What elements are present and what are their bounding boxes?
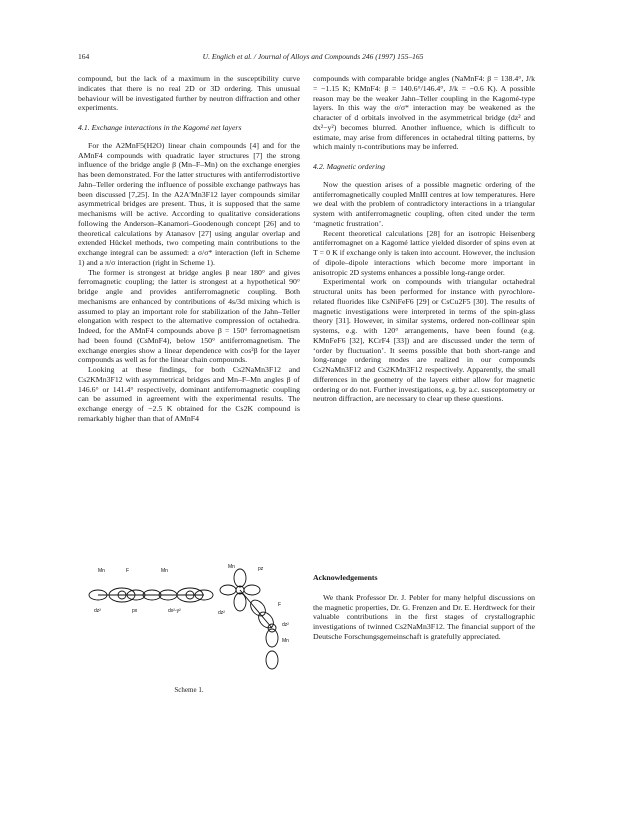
mn-label-2: Mn <box>161 568 168 574</box>
section-heading-4-1: 4.1. Exchange interactions in the Kagomé net layers <box>78 123 242 132</box>
paragraph: Recent theoretical calculations [28] for an isotropic Heisenberg antiferromagnet on a Kagomé lattice yielded disorder of spins even at T = 0 K if exchange only is taken into account. However, the inclusion of dipole–dipole interactions which become more important in anisotropic 2D systems enhances a possible long-range order. <box>313 228 535 277</box>
mn-label-4: Mn <box>282 638 289 644</box>
left-column <box>78 74 300 424</box>
paragraph: compounds with comparable bridge angles (NaMnF4: β = 138.4°, J/k = −1.15 K; KMnF4: β = 140.6°/146.4°, J/k = −0.6 K). A possible reason may be the weaker Jahn–Teller coupling in the Kagomé-type layers. In this way the σ/σ* interaction may be weakened as the character of d orbitals involved in the asymmetrical bridge (dz² and dx²−y²) becomes blurred. Another influence, which is difficult to estimate, may arise from differences in octahedral tilting patterns, by which mainly π-contributions may be inferred. <box>313 74 535 152</box>
dz2-label-3: dz² <box>282 622 289 628</box>
dz2-label-2: dz² <box>218 610 225 616</box>
mn-label-3: Mn <box>228 564 235 570</box>
paragraph: For the A2MnF5(H2O) linear chain compounds [4] and for the AMnF4 compounds with quadratic layer structures [7] the strong influence of the bridge angle β (Mn–F–Mn) on the exchange energies has been demonstrated. For the latter structures with antiferrodistortive Jahn–Teller ordering the influence of possible exchange pathways has been discussed [7,25]. In the A2A′Mn3F12 layer compounds similar asymmetrical bridges are present. Thus, it is supposed that the same mechanisms will be active. According to qualitative considerations following the Anderson–Kanamori–Goodenough concept [26] and to theoretical calculations by Atanasov [27] using angular overlap and extended Hückel methods, two competing main contributions to the exchange integral can be assumed: a σ/σ* interaction (left in Scheme 1) and a π/σ interaction (right in Scheme 1). <box>78 140 300 267</box>
section-heading-4-2: 4.2. Magnetic ordering <box>313 162 386 171</box>
paragraph: compound, but the lack of a maximum in the susceptibility curve indicates that there is no real 2D or 3D ordering. This unusual behaviour will be investigated further by neutron diffraction and other experiments. <box>78 74 300 113</box>
paragraph: Now the question arises of a possible magnetic ordering of the antiferromagnetically coupled MnIII centres at low temperatures. Here we deal with the problem of contradictory interactions in a triangular system with antiferromagnetic coupling, often cited under the term ‘magnetic frustration’. <box>313 179 535 228</box>
sigma-interaction-diagram <box>89 588 213 602</box>
right-column <box>313 74 535 404</box>
acknowledgements-text: We thank Professor Dr. J. Pebler for many helpful discussions on the magnetic properties, Dr. G. Frenzen and Dr. E. Herdtweck for their valuable contributions in the first stages of crystallographic investigations of twinned Cs2NaMn3F12. The financial support of the Deutsche Forschungsgemeinschaft is gratefully appreciated. <box>313 592 535 641</box>
f-label-2: F <box>278 602 282 608</box>
page-number: 164 <box>78 52 90 61</box>
f-label-1: F <box>126 568 130 574</box>
mn-label-1: Mn <box>98 568 105 574</box>
acknowledgements-heading: Acknowledgements <box>313 573 378 582</box>
paragraph: The former is strongest at bridge angles β near 180° and gives ferromagnetic coupling; the latter is strongest at a hypothetical 90° bridge angle and provides antiferromagnetic coupling. Both mechanisms are enhanced by contributions of 4s/3d mixing which is assumed to play an important role for stabilization of the Jahn–Teller elongation with respect to the alternative compression of octahedra. Indeed, for the AMnF4 compounds above β = 150° ferromagnetism had been found (CsMnF4), below 150° antiferromagnetism. The exchange energies show a linear dependence with cos²β for the layer compounds as well as for the linear chain compounds. <box>78 267 300 365</box>
pz-label: pz <box>258 566 264 572</box>
acknowledgements-block <box>313 573 535 642</box>
paragraph: Experimental work on compounds with triangular octahedral structural units has been performed for instance with pyrochlore-related fluorides like CsNiFeF6 [29] or CsCu2F5 [30]. The results of magnetic investigations were interpreted in terms of the spin-glass theory [31]. However, in similar systems, ordered non-collinear spin systems, e.g. with 120° arrangements, have been found (e.g. KMnFeF6 [32], KCrF4 [33]) and are discussed under the term of ‘order by fluctuation’. It seems possible that both short-range and long-range ordering modes are realized in our compounds Cs2NaMn3F12 and Cs2KMn3F12 respectively. Apparently, the small differences in the geometry of the layers either allow for magnetic ordering or do not. Further investigations, e.g. by a.c. susceptometry or neutron diffraction, are necessary to clear up these questions. <box>313 277 535 404</box>
journal-citation: U. Englich et al. / Journal of Alloys and Compounds 246 (1997) 155–165 <box>202 52 424 61</box>
px-label: px <box>132 608 138 614</box>
scheme-caption: Scheme 1. <box>174 686 204 694</box>
dx2y2-label: dx²-y² <box>168 608 181 614</box>
paragraph: Looking at these findings, for both Cs2NaMn3F12 and Cs2KMn3F12 with asymmetrical bridges and Mn–F–Mn angles β of 146.6° or 141.4° respectively, dominant antiferromagnetic coupling can be assumed in agreement with the experimental results. The exchange energy of −2.5 K obtained for the Cs2K compound is remarkably higher than that of AMnF4 <box>78 365 300 423</box>
running-header <box>78 52 548 64</box>
pi-interaction-diagram <box>220 569 278 669</box>
orbital-overlap-diagram <box>78 562 300 682</box>
dz2-label: dz² <box>94 608 101 614</box>
